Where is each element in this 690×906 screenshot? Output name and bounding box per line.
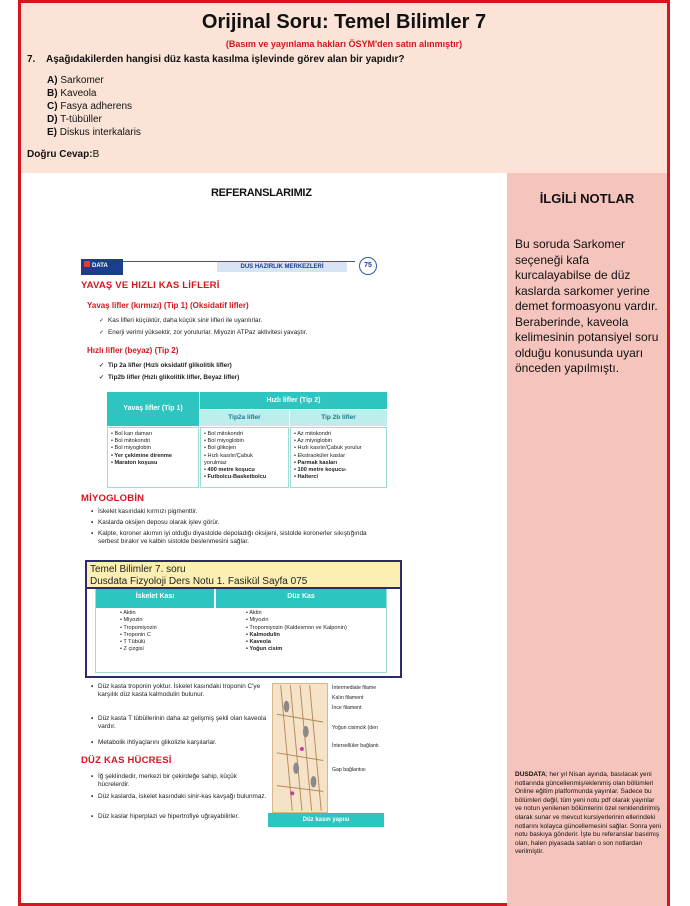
figure-label: Gap bağlantısı: [332, 767, 366, 773]
callout-header: [87, 562, 400, 589]
list-item: ▪ İskelet kasındaki kırmızı pigmenttir.: [91, 508, 381, 516]
notes-panel: [507, 173, 667, 906]
list-item: ▪ Düz kaslarda, iskelet kasındaki sinir-kas kavşağı bulunmaz.: [91, 793, 267, 801]
question-number: 7.: [27, 54, 36, 65]
notes-title: İLGİLİ NOTLAR: [539, 191, 635, 206]
heading-slow-fast: YAVAŞ VE HIZLI KAS LİFLERİ: [81, 280, 220, 291]
band-label: DUS HAZIRLIK MERKEZLERİ: [217, 262, 347, 272]
question-panel: [21, 3, 667, 173]
table-sub-2a: Tip2a lifler: [200, 410, 289, 426]
heading-fast-fibers: Hızlı lifler (beyaz) (Tip 2): [87, 346, 179, 355]
figure-label: İntersellüler bağlantı: [332, 743, 379, 749]
callout-line-2: Dusdata Fizyoloji Ders Notu 1. Fasikül Sayfa 075: [90, 575, 308, 587]
book-page-number: 75: [359, 257, 377, 275]
fiber-type-table: [107, 392, 387, 488]
option-c: C) Fasya adherens: [47, 101, 133, 112]
list-item: ✓ Tip 2a lifler (Hızlı oksidatif glikolitik lifler): [99, 362, 379, 370]
heading-myoglobin: MİYOGLOBİN: [81, 493, 145, 504]
option-b: B) Kaveola: [47, 88, 97, 99]
table-col-slow: • Bol kan damarı • Bol mitokondri • Bol miyoglobin • Yer çekimine direnme • Maraton koşusu: [107, 427, 199, 488]
table-col-smooth: • Aktin • Miyozin • Tropomiyozin (Kaldesmon ve Kalponin) • Kalmodulin • Kaveola • Yoğun cisim: [246, 610, 347, 653]
notes-footer: DUSDATA; her yıl Nisan ayında, basılacak yeni notlarında güncellenmiş/eklenmiş olan bölümleri Online eğitim platformunda yayınlar. Sadece bu bölümleri değil, tüm yeni notu pdf olarak yayınlar ve notun yenilenen bölümlerini özel renklendirilmiş olarak sunar ve mevcut kursiyerlerinin ellerindeki notlarını kolayca güncellemesini sağlar. Sonra yeni notu baskıya gönderir. İşte bu referanslar basılmış olan, halen piyasada satılan o son notlardan verilmiştir.: [515, 771, 661, 856]
book-page-excerpt: [77, 249, 391, 839]
callout-line-1: Temel Bilimler 7. soru: [90, 564, 186, 575]
copyright-note: (Basım ve yayınlama hakları ÖSYM'den satın alınmıştır): [225, 39, 463, 49]
option-d: D) T-tübüller: [47, 114, 102, 125]
list-item: ▪ İğ şeklindedir, merkezi bir çekirdeğe sahip, küçük hücrelerdir.: [91, 773, 267, 790]
table-head-slow: Yavaş lifler (Tip 1): [107, 392, 199, 426]
figure-label: Kalın filament: [332, 695, 364, 701]
table-col-2a: • Bol mitokondri • Bol miyoglobin • Bol glikojen • Hızlı kasılır/Çabuk yorulmaz • 400 metre koşucu • Futbolcu-Basketbolcu: [200, 427, 289, 488]
table-col-2b: • Az mitokondri • Az miyoglobin • Hızlı kasılır/Çabuk yorulur • Ekstraoküler kaslar • Parmak kasları • 100 metre koşucu- • Halterci: [290, 427, 387, 488]
heading-smooth-cell: DÜZ KAS HÜCRESİ: [81, 755, 172, 766]
answer-options: [47, 74, 141, 139]
list-item: ▪ Kaslarda oksijen deposu olarak işlev görür.: [91, 519, 381, 527]
notes-text: Bu soruda Sarkomer seçeneği kafa kurcalayabilse de düz kaslarda sarkomer yerine demet formoasyonu vardır. Beraberinde, kaveola kelimesinin potansiyel soru olduğu konusunda uyarı önceden yapılmıştı.: [515, 237, 659, 375]
list-item: ▪ Düz kasta T tübüllerinin daha az gelişmiş şekli olan kaveola vardır.: [91, 715, 267, 732]
table-head-skeletal: İskelet Kası: [96, 586, 214, 608]
figure-label: İntermediate filame: [332, 685, 377, 691]
question-stem: Aşağıdakilerden hangisi düz kasta kasılma işlevinde görev alan bir yapıdır?: [46, 54, 405, 65]
figure-label: İnce filament: [332, 705, 362, 711]
table-head-fast: Hızlı lifler (Tip 2): [200, 392, 387, 409]
list-item: ▪ Metabolik ihtiyaçlarını glikolizle karşılarlar.: [91, 739, 267, 747]
table-sub-2b: Tip 2b lifler: [290, 410, 387, 426]
list-item: ✓ Kas lifleri küçüktür, daha küçük sinir lifleri ile uyarılırlar.: [99, 317, 379, 325]
page-title: Orijinal Soru: Temel Bilimler 7: [201, 11, 487, 33]
correct-answer-value: B: [92, 149, 100, 160]
list-item: ▪ Düz kasta troponin yoktur. İskelet kasındaki troponin C'ye karşılık düz kasta kalmodulin bulunur.: [91, 683, 267, 700]
table-head-smooth: Düz Kas: [216, 586, 386, 608]
option-a: A) Sarkomer: [47, 75, 104, 86]
list-item: ✓ Enerji verimi yüksektir, zor yorulurlar. Miyozin ATPaz aktivitesi yavaştır.: [99, 329, 379, 337]
list-item: ▪ Kalpte, koroner akımın iyi olduğu diyastolde depoladığı oksijeni, sistolde koronerler sıkıştığında serbest bırakır ve kalbin sistolde beslenmesini sağlar.: [91, 530, 387, 547]
source-callout: [85, 560, 402, 678]
references-title: REFERANSLARIMIZ: [211, 187, 312, 199]
option-e: E) Diskus interkalaris: [47, 127, 141, 138]
heading-slow-fibers: Yavaş lifler (kırmızı) (Tip 1) (Oksidatif lifler): [87, 301, 249, 310]
list-item: ✓ Tip2b lifler (Hızlı glikolitik lifler, Beyaz lifler): [99, 374, 379, 382]
table-col-skeletal: • Aktin • Miyozin • Tropomiyozin • Troponin C • T Tübülü • Z çizgisi: [120, 610, 157, 653]
question-text: [27, 54, 404, 65]
smooth-muscle-illustration: [272, 683, 328, 813]
smooth-muscle-figure: [272, 683, 390, 831]
figure-caption: Düz kasın yapısı: [268, 813, 384, 827]
figure-label: Yoğun cisimcik (den: [332, 725, 378, 731]
list-item: ▪ Düz kaslar hiperplazi ve hipertrofiye uğrayabilirler.: [91, 813, 267, 821]
page-frame: [18, 0, 670, 906]
correct-answer: Doğru Cevap:B: [27, 149, 100, 160]
dusdata-logo: DATA: [81, 259, 123, 275]
